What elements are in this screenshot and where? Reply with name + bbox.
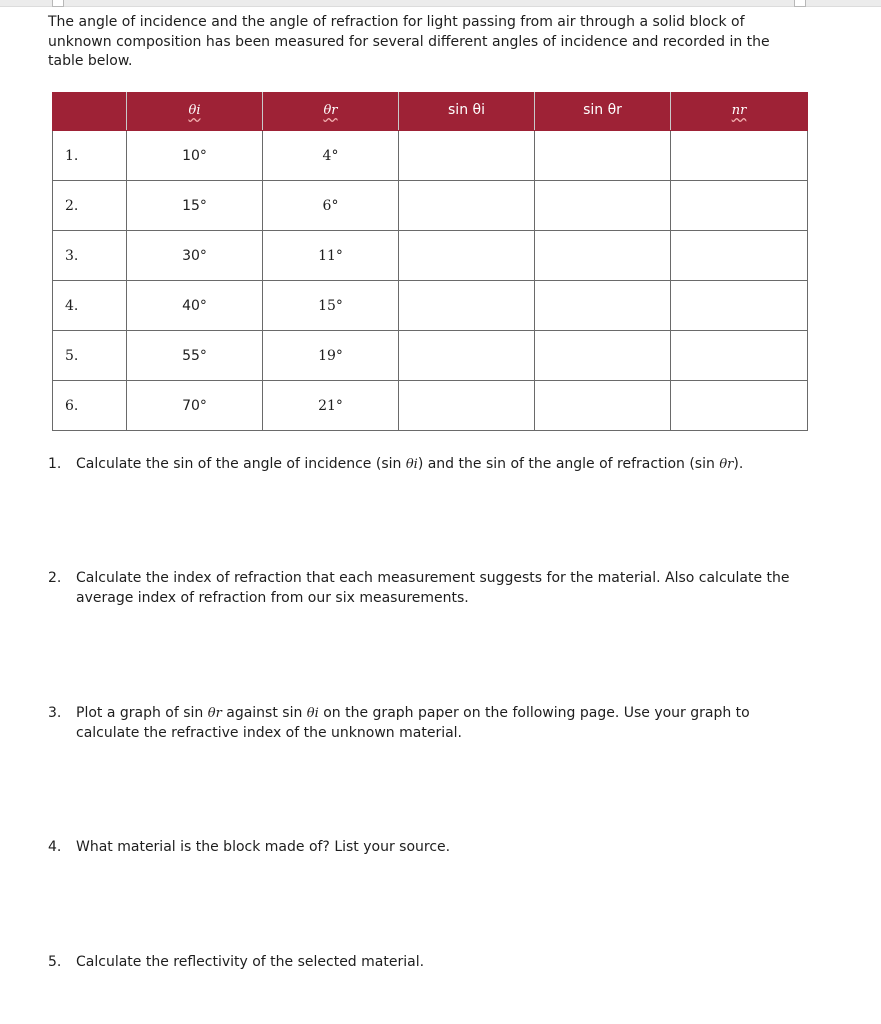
question-text-part: Calculate the sin of the angle of incidence (sin — [76, 456, 406, 472]
incidence-angle-cell: 40° — [127, 281, 263, 331]
incidence-angle-cell: 70° — [127, 381, 263, 431]
sin-refraction-cell[interactable] — [535, 181, 671, 231]
header-theta-r-symbol: θr — [323, 103, 338, 118]
row-number: 4. — [53, 281, 127, 331]
top-ruler-bar — [0, 0, 881, 7]
index-cell[interactable] — [671, 381, 808, 431]
table-row — [53, 331, 808, 381]
question-text-part: Plot a graph of sin — [76, 705, 208, 721]
refraction-angle-cell: 15° — [263, 281, 399, 331]
question-3 — [48, 704, 808, 743]
sin-incidence-cell[interactable] — [399, 131, 535, 181]
table-row — [53, 281, 808, 331]
measurement-table — [52, 92, 808, 431]
incidence-angle-cell: 30° — [127, 231, 263, 281]
table-row — [53, 181, 808, 231]
header-theta-r — [263, 93, 399, 131]
sin-incidence-cell[interactable] — [399, 281, 535, 331]
question-4 — [48, 838, 808, 858]
sin-incidence-cell[interactable] — [399, 181, 535, 231]
header-theta-i-symbol: θi — [188, 103, 201, 118]
question-1 — [48, 455, 808, 475]
question-text: Calculate the index of refraction that each measurement suggests for the material. Also calculate the average index of refraction from our six measurements. — [76, 570, 790, 606]
row-number: 1. — [53, 131, 127, 181]
sin-refraction-cell[interactable] — [535, 331, 671, 381]
sin-incidence-cell[interactable] — [399, 331, 535, 381]
question-text — [76, 455, 808, 475]
theta-i-symbol: θi — [405, 457, 418, 472]
sin-incidence-cell[interactable] — [399, 381, 535, 431]
row-number: 6. — [53, 381, 127, 431]
question-number: 3. — [48, 705, 62, 721]
row-number: 3. — [53, 231, 127, 281]
sin-refraction-cell[interactable] — [535, 231, 671, 281]
sin-refraction-cell[interactable] — [535, 281, 671, 331]
sin-refraction-cell[interactable] — [535, 381, 671, 431]
refraction-angle-cell: 21° — [263, 381, 399, 431]
table-row — [53, 231, 808, 281]
question-text: What material is the block made of? List your source. — [76, 839, 451, 855]
incidence-angle-cell: 55° — [127, 331, 263, 381]
question-2 — [48, 569, 808, 608]
header-row-number — [53, 93, 127, 131]
index-cell[interactable] — [671, 281, 808, 331]
margin-corner-mark-right — [794, 0, 806, 7]
table-row — [53, 381, 808, 431]
question-5 — [48, 953, 808, 973]
theta-r-symbol: θr — [719, 457, 734, 472]
intro-paragraph: The angle of incidence and the angle of refraction for light passing from air through a solid block of unknown composition has been measured for several different angles of incidence and recorded in the table below. — [48, 14, 770, 69]
header-sin-theta-r: sin θr — [535, 93, 671, 131]
question-number: 2. — [48, 570, 62, 586]
index-cell[interactable] — [671, 231, 808, 281]
question-number: 5. — [48, 954, 62, 970]
incidence-angle-cell: 15° — [127, 181, 263, 231]
question-text: Calculate the reflectivity of the selected material. — [76, 954, 425, 970]
header-sin-theta-i: sin θi — [399, 93, 535, 131]
table-row — [53, 131, 808, 181]
refraction-angle-cell: 19° — [263, 331, 399, 381]
row-number: 2. — [53, 181, 127, 231]
question-text-part: on the graph paper on the following page. Use your graph to calculate the refractive index of the unknown material. — [76, 705, 750, 741]
sin-refraction-cell[interactable] — [535, 131, 671, 181]
question-text-part: against sin — [221, 705, 307, 721]
table-header-row — [53, 93, 808, 131]
header-n-r-symbol: nr — [731, 103, 747, 118]
theta-r-symbol: θr — [207, 706, 222, 721]
question-number: 4. — [48, 839, 62, 855]
question-text-part: ). — [733, 456, 744, 472]
index-cell[interactable] — [671, 181, 808, 231]
index-cell[interactable] — [671, 131, 808, 181]
question-number: 1. — [48, 456, 62, 472]
refraction-angle-cell: 6° — [263, 181, 399, 231]
header-n-r — [671, 93, 808, 131]
margin-corner-mark-left — [52, 0, 64, 7]
question-text-part: ) and the sin of the angle of refraction (sin — [417, 456, 720, 472]
sin-incidence-cell[interactable] — [399, 231, 535, 281]
header-theta-i — [127, 93, 263, 131]
refraction-angle-cell: 11° — [263, 231, 399, 281]
index-cell[interactable] — [671, 331, 808, 381]
row-number: 5. — [53, 331, 127, 381]
theta-i-symbol: θi — [306, 706, 319, 721]
refraction-angle-cell: 4° — [263, 131, 399, 181]
incidence-angle-cell: 10° — [127, 131, 263, 181]
question-text — [76, 704, 808, 743]
